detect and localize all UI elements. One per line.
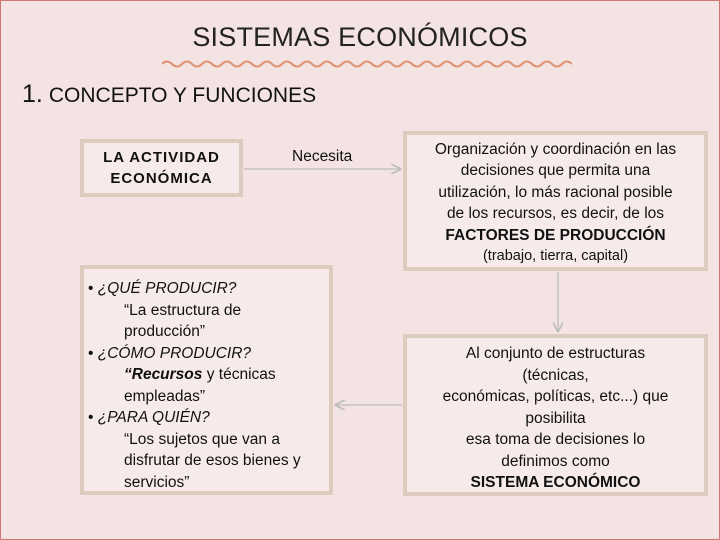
system-line-2: (técnicas, (522, 366, 589, 384)
organization-box (403, 131, 708, 271)
organization-line-4: de los recursos, es decir, de los (446, 205, 665, 223)
organization-line-2: decisiones que permita una (460, 162, 651, 180)
system-line-7: SISTEMA ECONÓMICO (470, 474, 641, 491)
answer-2-bold: “Recursos (124, 366, 203, 383)
system-line-6: definimos como (501, 452, 610, 470)
answer-2-line-2: empleadas” (124, 387, 205, 405)
question-2 (88, 343, 325, 365)
answer-3-line-1: “Los sujetos que van a (124, 430, 280, 448)
organization-line-3: utilización, lo más racional posible (438, 183, 673, 201)
system-line-5: esa toma de decisiones lo (465, 431, 646, 448)
organization-line-1: Organización y coordinación en las (434, 141, 677, 158)
answer-1-line-1: “La estructura de (124, 301, 242, 319)
section-heading-text: CONCEPTO Y FUNCIONES (48, 84, 317, 107)
question-3-text: ¿PARA QUIÉN? (97, 409, 210, 426)
question-3 (88, 407, 325, 429)
section-number: 1. (22, 80, 43, 108)
answer-3-line-3: servicios” (124, 473, 190, 491)
activity-line-1: LA ACTIVIDAD (103, 149, 220, 166)
bullet: • (88, 344, 94, 362)
bullet: • (88, 409, 94, 426)
activity-line-2: ECONÓMICA (110, 170, 213, 187)
answer-3-line-2: disfrutar de esos bienes y (124, 452, 301, 469)
slide-title: SISTEMAS ECONÓMICOS (192, 22, 528, 52)
answer-1-line-2: producción” (124, 323, 205, 340)
connector-label-necesita: Necesita (292, 148, 353, 165)
question-2-text: ¿CÓMO PRODUCIR? (97, 344, 252, 362)
activity-box (80, 139, 243, 197)
answer-2-line-1 (88, 364, 325, 386)
bullet: • (88, 280, 94, 297)
system-box (403, 334, 708, 496)
organization-line-6: (trabajo, tierra, capital) (482, 248, 629, 265)
system-line-1: Al conjunto de estructuras (465, 345, 646, 362)
question-1 (88, 278, 325, 300)
system-line-3: económicas, políticas, etc...) que (442, 388, 669, 405)
organization-line-5: FACTORES DE PRODUCCIÓN (445, 226, 666, 244)
question-1-text: ¿QUÉ PRODUCIR? (97, 280, 237, 297)
questions-box (80, 265, 333, 495)
system-line-4: posibilita (525, 409, 586, 427)
answer-2-rest: y técnicas (202, 366, 276, 383)
